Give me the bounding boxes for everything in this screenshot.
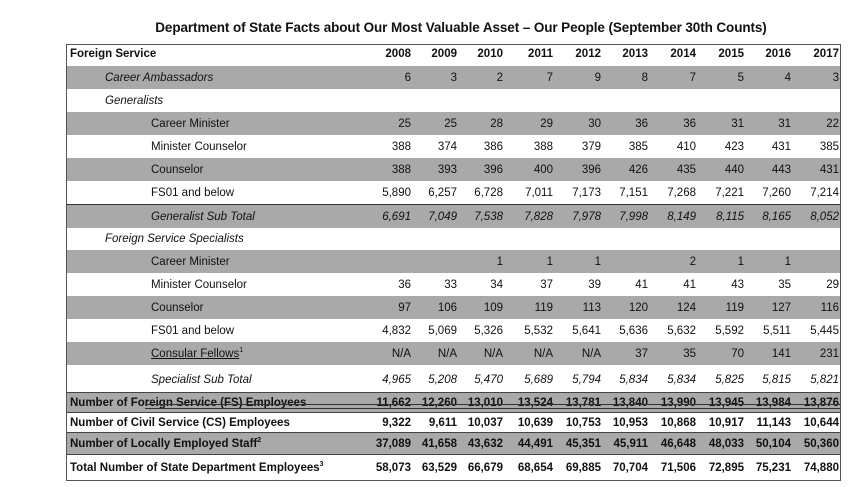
cell-value: 8,165: [762, 211, 791, 223]
cell-value: 5,834: [619, 374, 648, 386]
cell-value: 5,592: [715, 325, 744, 337]
cell-value: 31: [731, 118, 744, 130]
cell-value: 36: [635, 118, 648, 130]
cell-value: N/A: [391, 348, 411, 360]
cell-value: 70,704: [612, 462, 648, 474]
row-label: Counselor: [151, 302, 204, 314]
cell-value: 13,945: [708, 397, 744, 409]
cell-value: 4,965: [382, 374, 411, 386]
cell-value: 5,636: [619, 325, 648, 337]
row-label: Foreign Service Specialists: [105, 233, 244, 245]
year-header: 2016: [765, 48, 791, 60]
cell-value: 13,990: [660, 397, 696, 409]
cell-value: 106: [437, 302, 457, 314]
cell-value: 63,529: [421, 462, 457, 474]
cell-value: 396: [581, 164, 601, 176]
cell-value: 7,978: [572, 211, 601, 223]
cell-value: 10,639: [517, 417, 553, 429]
cell-value: 9,611: [428, 417, 457, 429]
cell-value: 141: [771, 348, 791, 360]
cell-value: 10,917: [708, 417, 744, 429]
cell-value: 37: [540, 279, 553, 291]
cell-value: 3: [450, 72, 457, 84]
cell-value: 30: [588, 118, 601, 130]
table-row: [67, 227, 840, 250]
row-label: Consular Fellows$^1$: [151, 347, 244, 360]
cell-value: 8,149: [667, 211, 696, 223]
table-row: [67, 112, 840, 135]
cell-value: 10,644: [803, 417, 839, 429]
cell-value: 70: [731, 348, 744, 360]
table-row: [67, 66, 840, 89]
cell-value: 5,445: [810, 325, 839, 337]
cell-value: 119: [725, 302, 744, 314]
cell-value: 1: [784, 256, 791, 268]
cell-value: 13,781: [565, 397, 601, 409]
cell-value: 1: [594, 256, 601, 268]
cell-value: 5,532: [524, 325, 553, 337]
cell-value: 34: [490, 279, 503, 291]
cell-value: 41: [683, 279, 696, 291]
cell-value: 41,658: [421, 438, 457, 450]
cell-value: 13,840: [612, 397, 648, 409]
cell-value: 1: [737, 256, 744, 268]
cell-value: 7,151: [619, 187, 648, 199]
cell-value: 44,491: [517, 438, 553, 450]
cell-value: 2: [689, 256, 696, 268]
cell-value: 5,470: [474, 374, 503, 386]
year-header: 2013: [622, 48, 648, 60]
cell-value: 75,231: [755, 462, 791, 474]
cell-value: 72,895: [708, 462, 744, 474]
cell-value: 36: [683, 118, 696, 130]
cell-value: 7,214: [810, 187, 839, 199]
row-label: Specialist Sub Total: [151, 374, 252, 386]
cell-value: 431: [819, 164, 839, 176]
cell-value: 31: [778, 118, 791, 130]
table-title: Department of State Facts about Our Most Valuable Asset – Our People (September 30th Counts): [155, 20, 767, 35]
cell-value: 5,511: [763, 325, 791, 337]
cell-value: 388: [391, 141, 411, 153]
cell-value: 7: [546, 72, 553, 84]
table-row: [67, 250, 840, 273]
cell-value: 37,089: [375, 438, 411, 450]
cell-value: 5,794: [572, 374, 601, 386]
cell-value: 97: [398, 302, 411, 314]
cell-value: 127: [771, 302, 791, 314]
row-label: Career Ambassadors: [105, 72, 214, 84]
cell-value: 7,049: [428, 211, 457, 223]
table-row: [67, 392, 840, 413]
cell-value: 1: [546, 256, 553, 268]
row-label: Career Minister: [151, 118, 230, 130]
cell-value: 35: [683, 348, 696, 360]
year-header: 2014: [670, 48, 696, 60]
cell-value: 43,632: [467, 438, 503, 450]
cell-value: 69,885: [565, 462, 601, 474]
cell-value: 46,648: [660, 438, 696, 450]
table-row: [67, 204, 840, 228]
row-label: Number of Civil Service (CS) Employees: [70, 417, 290, 429]
table-row: [67, 319, 840, 342]
table-header-row: [67, 45, 840, 67]
table-row: [67, 296, 840, 319]
cell-value: 10,953: [612, 417, 648, 429]
cell-value: 388: [533, 141, 553, 153]
cell-value: 11,662: [376, 397, 411, 409]
cell-value: 5,632: [667, 325, 696, 337]
cell-value: 9: [594, 72, 601, 84]
cell-value: 11,143: [756, 417, 791, 429]
cell-value: 25: [398, 118, 411, 130]
cell-value: 5,641: [572, 325, 601, 337]
cell-value: 22: [826, 118, 839, 130]
cell-value: 8,115: [716, 211, 744, 223]
cell-value: 7,011: [525, 187, 553, 199]
cell-value: 5,069: [428, 325, 457, 337]
cell-value: 116: [820, 302, 839, 314]
year-header: 2009: [431, 48, 457, 60]
cell-value: 7,173: [572, 187, 601, 199]
cell-value: N/A: [483, 348, 503, 360]
cell-value: 71,506: [660, 462, 696, 474]
year-header: 2011: [528, 48, 553, 60]
cell-value: 8: [641, 72, 648, 84]
cell-value: 13,524: [517, 397, 553, 409]
cell-value: 13,010: [467, 397, 503, 409]
cell-value: 385: [819, 141, 839, 153]
cell-value: 68,654: [517, 462, 553, 474]
cell-value: 435: [676, 164, 696, 176]
cell-value: 423: [724, 141, 744, 153]
cell-value: 45,911: [613, 438, 648, 450]
cell-value: 396: [483, 164, 503, 176]
cell-value: 120: [628, 302, 648, 314]
cell-value: 6,728: [474, 187, 503, 199]
cell-value: 10,753: [565, 417, 601, 429]
cell-value: 39: [588, 279, 601, 291]
cell-value: 440: [724, 164, 744, 176]
table-row: [67, 454, 840, 481]
table-row: [67, 368, 840, 392]
cell-value: 5,890: [382, 187, 411, 199]
cell-value: 113: [582, 302, 601, 314]
row-label: Total Number of State Department Employees$^3$: [70, 461, 324, 474]
cell-value: 10,037: [467, 417, 503, 429]
cell-value: 386: [483, 141, 503, 153]
cell-value: 43: [731, 279, 744, 291]
cell-value: 29: [540, 118, 553, 130]
cell-value: 7,998: [619, 211, 648, 223]
cell-value: 35: [778, 279, 791, 291]
cell-value: N/A: [581, 348, 601, 360]
cell-value: 5,208: [428, 374, 457, 386]
cell-value: 29: [826, 279, 839, 291]
row-label: Number of Foreign Service (FS) Employees: [70, 397, 307, 409]
cell-value: N/A: [533, 348, 553, 360]
cell-value: 9,322: [382, 417, 411, 429]
cell-value: 28: [490, 118, 503, 130]
row-label: FS01 and below: [151, 187, 235, 199]
cell-value: 3: [832, 72, 839, 84]
cell-value: 231: [819, 348, 839, 360]
cell-value: 33: [444, 279, 457, 291]
cell-value: 388: [391, 164, 411, 176]
table-row: [67, 181, 840, 204]
cell-value: 10,868: [660, 417, 696, 429]
cell-value: 12,260: [421, 397, 457, 409]
cell-value: 385: [628, 141, 648, 153]
table-row: [67, 273, 840, 296]
cell-value: N/A: [437, 348, 457, 360]
cell-value: 7,221: [715, 187, 744, 199]
row-label: FS01 and below: [151, 325, 235, 337]
cell-value: 5: [737, 72, 744, 84]
year-header: 2017: [813, 48, 839, 60]
cell-value: 13,984: [755, 397, 791, 409]
cell-value: 45,351: [565, 438, 601, 450]
cell-value: 50,360: [803, 438, 839, 450]
row-label: Generalist Sub Total: [151, 211, 255, 223]
cell-value: 41: [635, 279, 648, 291]
cell-value: 50,104: [755, 438, 791, 450]
cell-value: 5,689: [524, 374, 553, 386]
cell-value: 443: [771, 164, 791, 176]
cell-value: 5,825: [715, 374, 744, 386]
cell-value: 6,257: [428, 187, 457, 199]
cell-value: 36: [398, 279, 411, 291]
table-row: [67, 342, 840, 365]
cell-value: 431: [771, 141, 791, 153]
row-label: Minister Counselor: [151, 279, 247, 291]
row-label: Career Minister: [151, 256, 230, 268]
cell-value: 393: [437, 164, 457, 176]
cell-value: 48,033: [708, 438, 744, 450]
year-header: 2008: [385, 48, 411, 60]
header-label: Foreign Service: [70, 48, 157, 60]
cell-value: 6,691: [382, 211, 411, 223]
cell-value: 2: [496, 72, 503, 84]
cell-value: 374: [437, 141, 457, 153]
cell-value: 66,679: [467, 462, 503, 474]
cell-value: 13,876: [803, 397, 839, 409]
table-row: [67, 412, 840, 433]
row-label: Number of Locally Employed Staff$^2$: [70, 437, 262, 450]
table-row: [67, 89, 840, 112]
cell-value: 1: [496, 256, 503, 268]
cell-value: 7,538: [474, 211, 503, 223]
employee-facts-table: [66, 44, 841, 481]
cell-value: 25: [444, 118, 457, 130]
cell-value: 58,073: [375, 462, 411, 474]
cell-value: 7,260: [762, 187, 791, 199]
cell-value: 6: [404, 72, 411, 84]
cell-value: 109: [483, 302, 503, 314]
cell-value: 5,815: [762, 374, 791, 386]
subtotal-divider: [145, 404, 840, 409]
year-header: 2015: [718, 48, 744, 60]
cell-value: 7,268: [667, 187, 696, 199]
table-row: [67, 158, 840, 181]
year-header: 2010: [477, 48, 503, 60]
table-row: [67, 135, 840, 158]
cell-value: 400: [533, 164, 553, 176]
row-label: Minister Counselor: [151, 141, 247, 153]
cell-value: 119: [534, 302, 553, 314]
cell-value: 426: [628, 164, 648, 176]
cell-value: 5,821: [810, 374, 839, 386]
cell-value: 7,828: [524, 211, 553, 223]
cell-value: 8,052: [810, 211, 839, 223]
cell-value: 4,832: [382, 325, 411, 337]
cell-value: 4: [784, 72, 791, 84]
cell-value: 5,326: [474, 325, 503, 337]
cell-value: 124: [676, 302, 696, 314]
cell-value: 74,880: [803, 462, 839, 474]
row-label: Generalists: [105, 95, 164, 107]
cell-value: 7: [689, 72, 696, 84]
cell-value: 410: [676, 141, 696, 153]
table-row: [67, 432, 840, 455]
cell-value: 379: [581, 141, 601, 153]
cell-value: 5,834: [667, 374, 696, 386]
year-header: 2012: [575, 48, 601, 60]
cell-value: 37: [635, 348, 648, 360]
row-label: Counselor: [151, 164, 204, 176]
